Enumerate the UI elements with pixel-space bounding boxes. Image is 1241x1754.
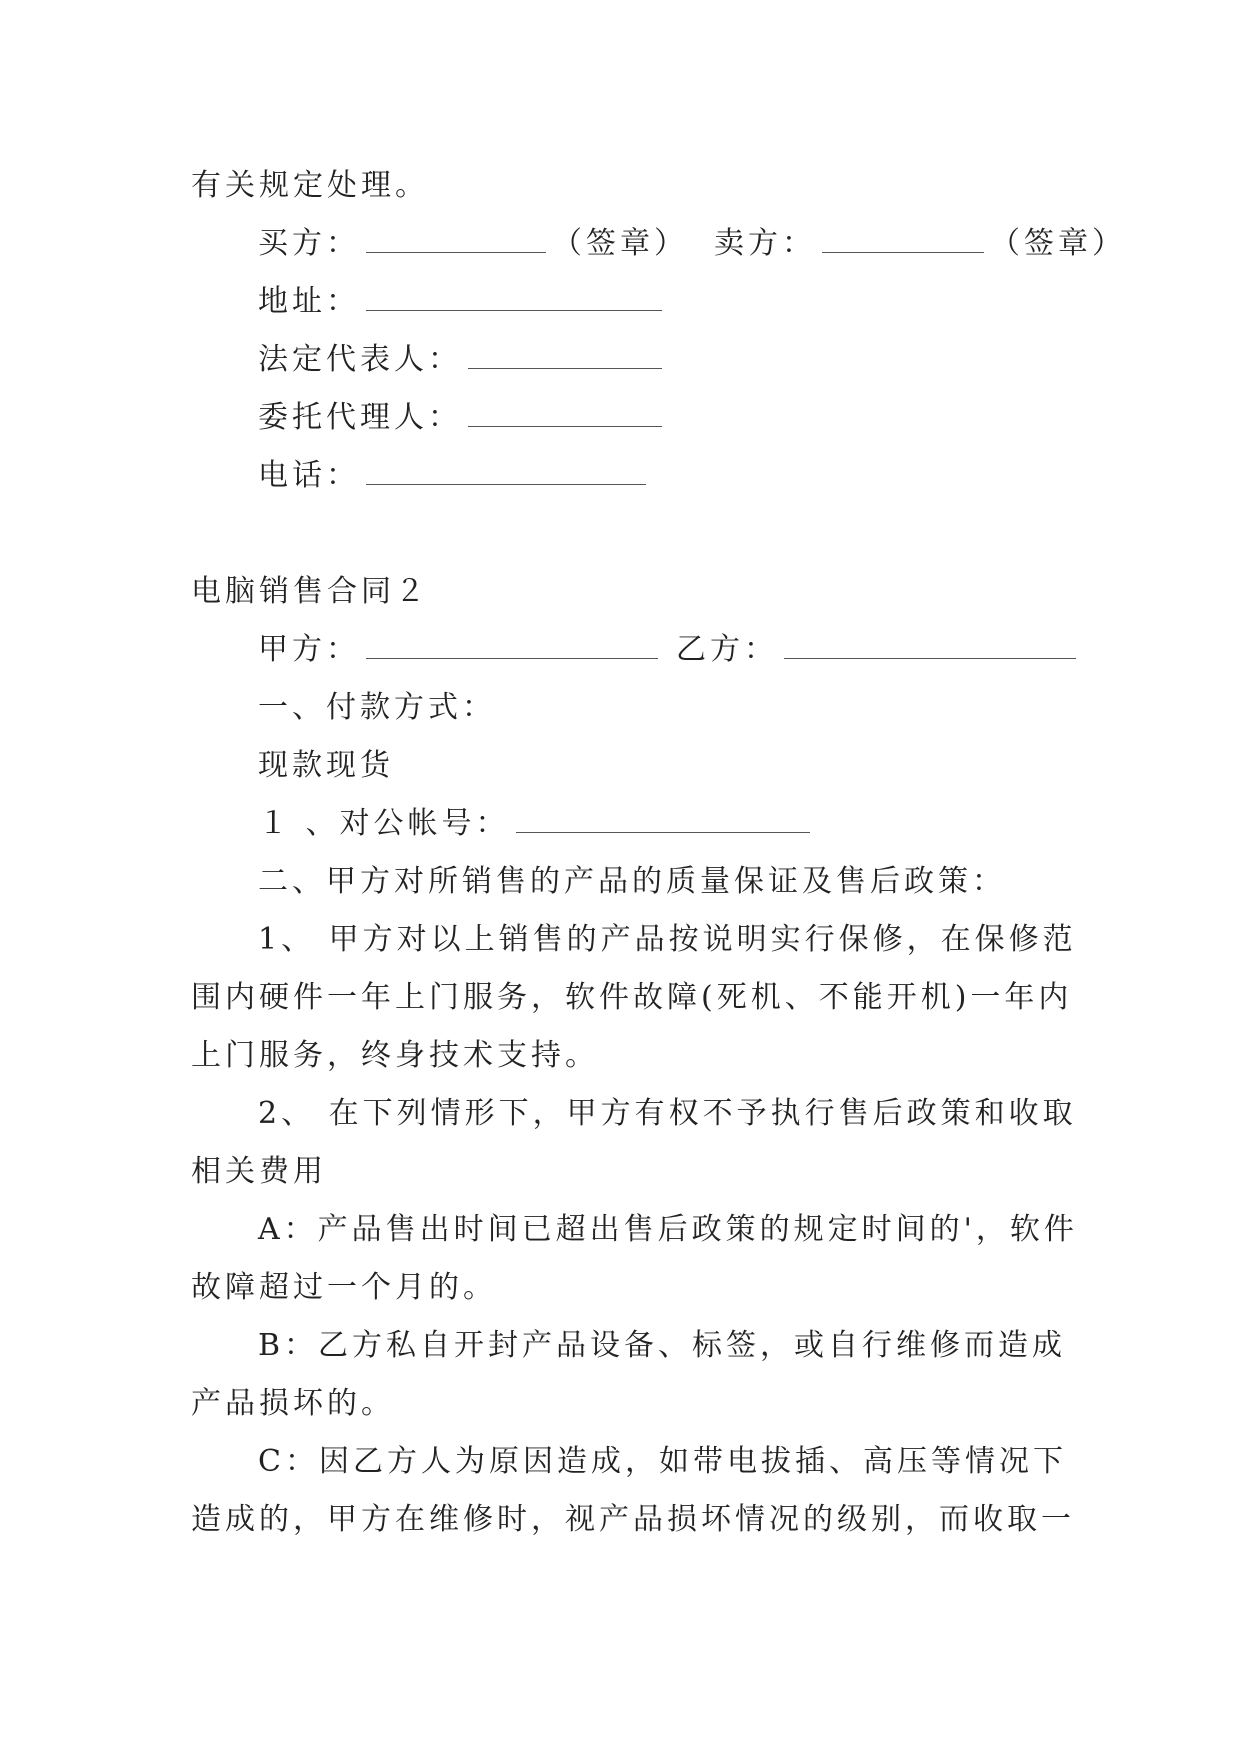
account-blank: [516, 806, 810, 833]
address-blank: [366, 284, 662, 311]
paragraph-line: 1、 甲方对以上销售的产品按说明实行保修，在保修范: [258, 922, 1077, 957]
buyer-seller-line: [258, 224, 1126, 264]
paragraph-line: 围内硬件一年上门服务，软件故障(死机、不能开机)一年内: [191, 980, 1073, 1015]
agent-blank: [468, 400, 662, 427]
party-a-blank: [366, 632, 658, 659]
paragraph-line: 故障超过一个月的。: [191, 1270, 497, 1305]
phone-label: 电话：: [258, 458, 360, 493]
party-a-label: 甲方：: [258, 632, 360, 667]
phone-line: [258, 456, 652, 496]
buyer-label: 买方：: [258, 226, 360, 261]
seller-blank: [822, 226, 984, 253]
paragraph-line: A：产品售出时间已超出售后政策的规定时间的'，软件: [258, 1212, 1078, 1247]
paragraph-line: 现款现货: [258, 748, 394, 783]
agent-label: 委托代理人：: [258, 400, 462, 435]
paragraph-line: 相关费用: [191, 1154, 327, 1189]
legal-rep-blank: [468, 342, 662, 369]
phone-blank: [366, 458, 646, 485]
section-heading: 一、付款方式：: [258, 690, 496, 725]
agent-line: [258, 398, 668, 438]
section-heading: 二、甲方对所销售的产品的质量保证及售后政策：: [258, 864, 1006, 899]
contract-title: 电脑销售合同２: [191, 574, 429, 609]
buyer-blank: [366, 226, 546, 253]
account-line: [258, 804, 816, 844]
seller-seal: （签章）: [990, 226, 1126, 261]
buyer-seal: （签章）: [552, 226, 688, 261]
address-line: [258, 282, 668, 322]
paragraph-line: 产品损坏的。: [191, 1386, 395, 1421]
legal-rep-label: 法定代表人：: [258, 342, 462, 377]
paragraph-line: 2、 在下列情形下，甲方有权不予执行售后政策和收取: [258, 1096, 1077, 1131]
paragraph-line: 造成的，甲方在维修时，视产品损坏情况的级别，而收取一: [191, 1502, 1075, 1537]
account-label: １ 、对公帐号：: [258, 806, 510, 841]
party-b-blank: [784, 632, 1076, 659]
seller-label: 卖方：: [714, 226, 816, 261]
parties-line: [258, 630, 1082, 670]
paragraph-line: B：乙方私自开封产品设备、标签，或自行维修而造成: [258, 1328, 1067, 1363]
address-label: 地址：: [258, 284, 360, 319]
legal-rep-line: [258, 340, 668, 380]
paragraph-line: 有关规定处理。: [191, 168, 429, 203]
paragraph-line: 上门服务，终身技术支持。: [191, 1038, 599, 1073]
paragraph-line: C：因乙方人为原因造成，如带电拔插、高压等情况下: [258, 1444, 1067, 1479]
party-b-label: 乙方：: [676, 632, 778, 667]
